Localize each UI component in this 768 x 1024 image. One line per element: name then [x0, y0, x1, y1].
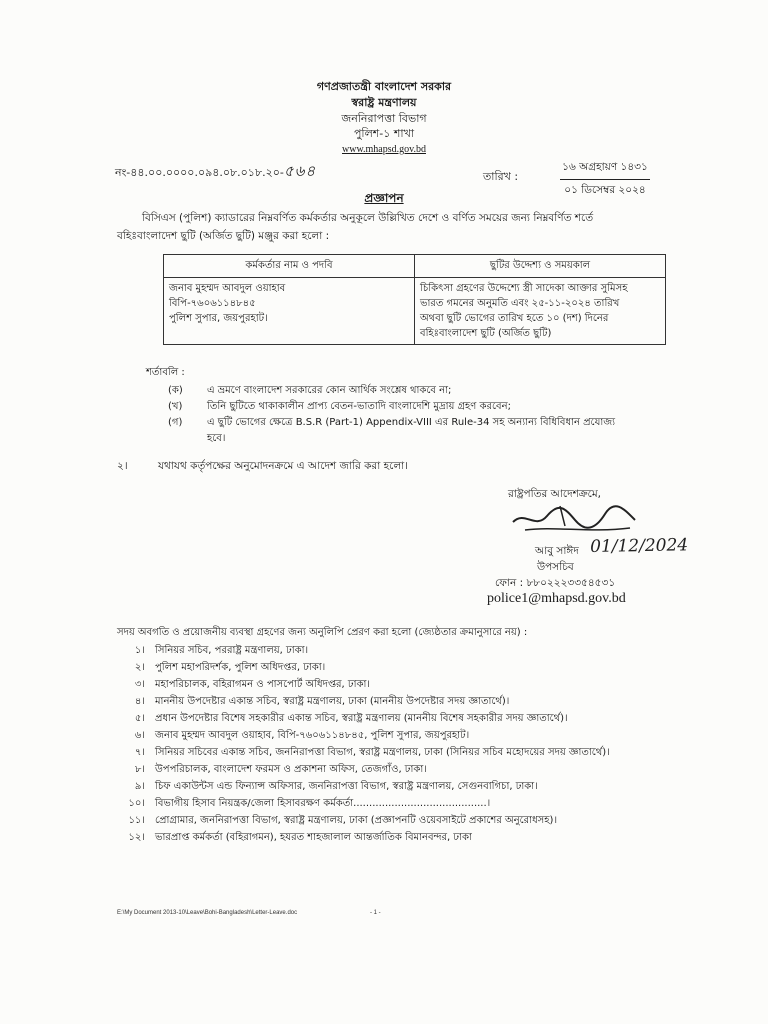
officer-bp: বিপি-৭৬০৬১১৪৮৪৫: [169, 298, 256, 309]
condition-text-continued: হবে।: [207, 433, 226, 444]
signatory-name: আবু সাঈদ: [535, 545, 579, 557]
section-name: পুলিশ-১ শাখা: [353, 127, 415, 140]
document-heading: প্রজ্ঞাপন: [364, 191, 404, 205]
signatory-email[interactable]: police1@mhapsd.gov.bd: [487, 591, 626, 606]
list-item: ৯। চিফ একাউন্টস এন্ড ফিন্যান্স অফিসার, জননিরাপত্তা বিভাগ, স্বরাষ্ট্র মন্ত্রণালয়, সেগুনবাগিচা, ঢাকা।: [134, 781, 538, 792]
list-item: ১। সিনিয়র সচিব, পররাষ্ট্র মন্ত্রণালয়, ঢাকা।: [134, 645, 309, 656]
signatory-designation: উপসচিব: [537, 561, 574, 573]
condition-text: এ ছুটি ভোগের ক্ষেত্রে B.S.R (Part-1) Appendix-VIII এর Rule-34 সহ অন্যান্য বিধিবিধান প্রযোজ্য: [207, 417, 616, 428]
purpose-line: বহিঃবাংলাদেশ ছুটি (অর্জিত ছুটি): [420, 328, 552, 339]
copy-intro: সদয় অবগতি ও প্রয়োজনীয় ব্যবস্থা গ্রহণের জন্য অনুলিপি প্রেরণ করা হলো (জ্যেষ্ঠতার ক্রমানুসারে নয়) :: [117, 627, 528, 638]
footer-file-path: E:\My Document 2013-10\Leave\Bohi-Bangladesh\Letter-Leave.doc: [117, 910, 298, 916]
purpose-line: ভারত গমনের অনুমতি এবং ২৫-১১-২০২৪ তারিখ: [420, 298, 620, 309]
list-item: ৬। জনাব মুহম্মদ আবদুল ওয়াহাব, বিপি-৭৬০৬১১৪৮৪৫, পুলিশ সুপার, জয়পুরহাট।: [134, 730, 470, 741]
condition-text: এ ভ্রমণে বাংলাদেশ সরকারের কোন আর্থিক সংশ্লেষ থাকবে না;: [207, 385, 452, 396]
list-item: ৩। মহাপরিচালক, বহিরাগমন ও পাসপোর্ট অধিদপ্তর, ঢাকা।: [134, 679, 370, 690]
memo-number: [115, 160, 316, 185]
condition-text: তিনি ছুটিতে থাকাকালীন প্রাপ্য বেতন-ভাতাদি বাংলাদেশি মুদ্রায় গ্রহণ করবেন;: [207, 401, 511, 412]
memo-number-handwritten: ৫৬৪: [283, 162, 317, 180]
date-bengali: ১৬ অগ্রহায়ণ ১৪৩১: [560, 160, 650, 180]
date-label: তারিখ :: [483, 170, 519, 183]
list-item: ৭। সিনিয়র সচিবের একান্ত সচিব, জননিরাপত্তা বিভাগ, স্বরাষ্ট্র মন্ত্রণালয়, ঢাকা (সিনিয়র সচিব মহোদয়ের সদয় জ্ঞাতার্থে)।: [134, 747, 610, 758]
clause-2-number: ২।: [117, 460, 128, 472]
condition-marker: (ক): [168, 385, 183, 396]
list-item: ৮। উপপরিচালক, বাংলাদেশ ফরমস ও প্রকাশনা অফিস, তেজগাঁও, ঢাকা।: [134, 764, 427, 775]
table-header-purpose: ছুটির উদ্দেশ্য ও সময়কাল: [415, 255, 666, 278]
condition-marker: (গ): [168, 417, 183, 428]
purpose-cell: [415, 278, 666, 345]
website-link[interactable]: www.mhapsd.gov.bd: [342, 144, 426, 155]
list-item: ৫। প্রধান উপদেষ্টার বিশেষ সহকারীর একান্ত সচিব, স্বরাষ্ট্র মন্ত্রণালয় (মাননীয় বিশেষ সহকারীর সদয় জ্ঞাতার্থে)।: [134, 713, 568, 724]
signature-handwritten-date: 01/12/2024: [590, 535, 689, 557]
list-item: ২। পুলিশ মহাপরিদর্শক, পুলিশ অধিদপ্তর, ঢাকা।: [134, 662, 326, 673]
table-row: [164, 278, 666, 345]
officer-cell: [164, 278, 415, 345]
list-item: ৪। মাননীয় উপদেষ্টার একান্ত সচিব, স্বরাষ্ট্র মন্ত্রণালয়, ঢাকা (মাননীয় উপদেষ্টার সদয় জ্ঞাতার্থে)।: [134, 696, 510, 707]
list-item: ১১। প্রোগ্রামার, জননিরাপত্তা বিভাগ, স্বরাষ্ট্র মন্ত্রণালয়, ঢাকা (প্রজ্ঞাপনটি ওয়েবসাইটে প্রকাশের অনুরোধসহ)।: [128, 815, 558, 826]
ministry-name: স্বরাষ্ট্র মন্ত্রণালয়: [351, 96, 417, 109]
officer-name: জনাব মুহম্মদ আবদুল ওয়াহাব: [169, 283, 286, 294]
table-header-officer: কর্মকর্তার নাম ও পদবি: [164, 255, 415, 278]
conditions-label: শর্তাবলি :: [146, 367, 185, 378]
intro-line-1: বিসিএস (পুলিশ) ক্যাডারের নিম্নবর্ণিত কর্মকর্তার অনুকূলে উল্লিখিত দেশে ও বর্ণিত সময়ের জন্য নিম্নবর্ণিত শর্তে: [142, 212, 594, 224]
intro-line-2: বহিঃবাংলাদেশ ছুটি (অর্জিত ছুটি) মঞ্জুর করা হলো :: [117, 230, 330, 242]
signatory-phone: ফোন : ৮৮০২২২৩৩৫৪৫৩১: [495, 577, 616, 589]
leave-table: [163, 254, 666, 345]
clause-2-text: যথাযথ কর্তৃপক্ষের অনুমোদনক্রমে এ আদেশ জারি করা হলো।: [158, 460, 408, 472]
footer-page-number: - 1 -: [370, 910, 381, 916]
condition-marker: (খ): [168, 401, 183, 412]
table-header-row: [164, 255, 666, 278]
purpose-line: অথবা ছুটি ভোগের তারিখ হতে ১০ (দশ) দিনের: [420, 313, 609, 324]
list-item: ১২। ভারপ্রাপ্ত কর্মকর্তা (বহিরাগমন), হযরত শাহজালাল আন্তর্জাতিক বিমানবন্দর, ঢাকা: [128, 832, 472, 843]
date-gregorian: ০১ ডিসেম্বর ২০২৪: [564, 184, 646, 196]
list-item: ১০। বিভাগীয় হিসাব নিয়ন্ত্রক/জেলা হিসাবরক্ষণ কর্মকর্তা..........................................।: [128, 798, 491, 809]
order-line: রাষ্ট্রপতির আদেশক্রমে,: [508, 488, 601, 500]
government-name: গণপ্রজাতন্ত্রী বাংলাদেশ সরকার: [316, 80, 452, 93]
division-name: জননিরাপত্তা বিভাগ: [341, 112, 427, 125]
distribution-list: [117, 642, 610, 846]
purpose-line: চিকিৎসা গ্রহণের উদ্দেশ্যে স্ত্রী সাদেকা আক্তার সুমিসহ: [420, 283, 628, 294]
memo-number-printed: নং-৪৪.০০.০০০০.০৯৪.০৮.০১৮.২০-: [115, 166, 284, 179]
officer-post: পুলিশ সুপার, জয়পুরহাট।: [169, 313, 268, 324]
